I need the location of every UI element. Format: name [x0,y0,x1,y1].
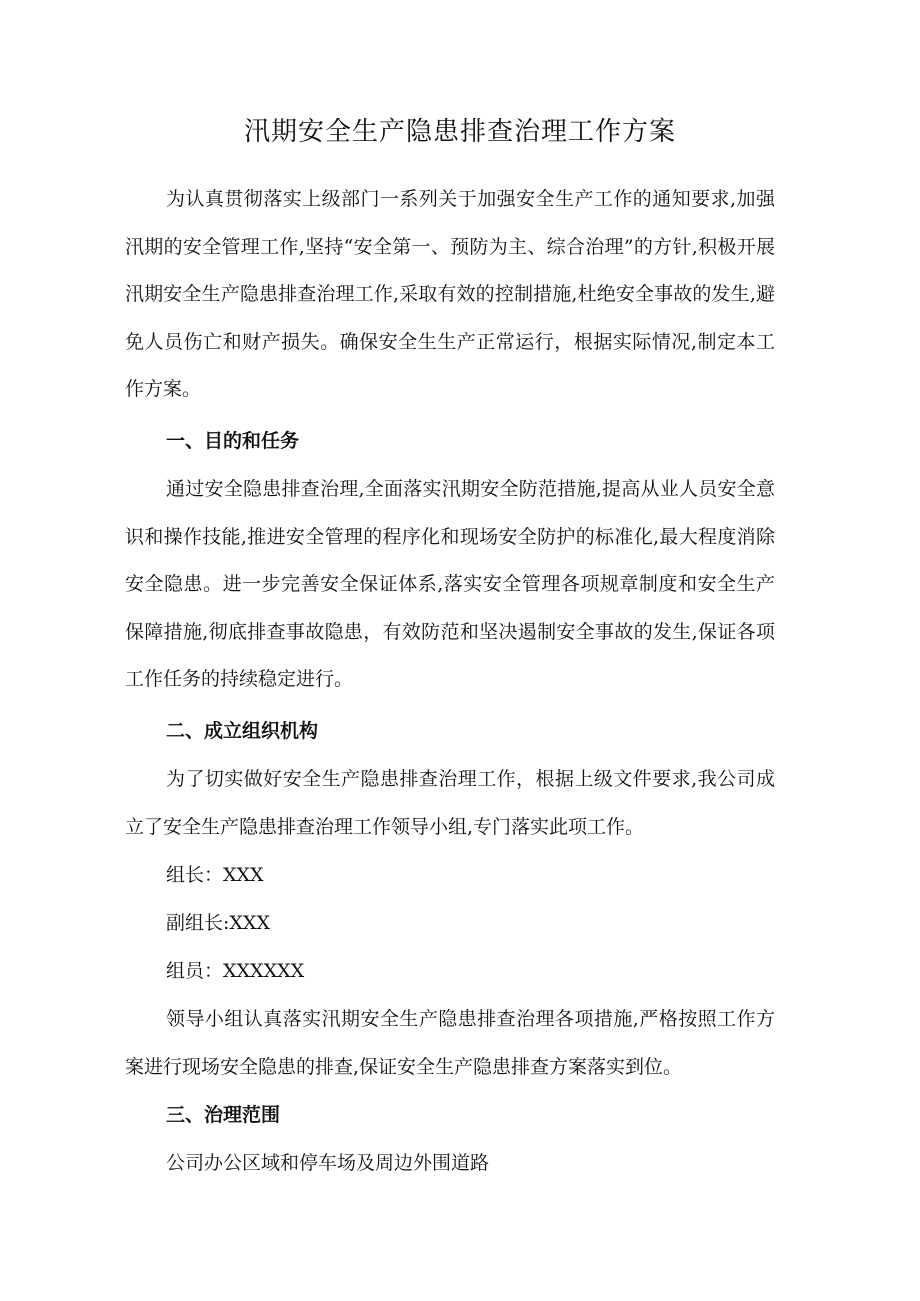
scope-paragraph: 公司办公区域和停车场及周边外围道路 [166,1152,490,1174]
members-line: 组员：XXXXXX [166,960,305,982]
intro-paragraph: 为认真贯彻落实上级部门一系列关于加强安全生产工作的通知要求,加强汛期的安全管理工作,坚持“安全第一、预防为主、综合治理”的方针,积极开展汛期安全生产隐患排查治理工作,采取有效的控制措施,杜绝安全事故的发生,避免人员伤亡和财产损失。确保安全生生产正常运行，根据实际情况,制定本工作方案。 [125,188,775,400]
section-heading-organization: 二、成立组织机构 [166,720,319,742]
purpose-paragraph: 通过安全隐患排查治理,全面落实汛期安全防范措施,提高从业人员安全意识和操作技能,推进安全管理的程序化和现场安全防护的标准化,最大程度消除安全隐患。进一步完善安全保证体系,落实安全管理各项规章制度和安全生产保障措施,彻底排查事故隐患，有效防范和坚决遏制安全事故的发生,保证各项工作任务的持续稳定进行。 [125,478,775,690]
document-title: 汛期安全生产隐患排查治理工作方案 [243,117,676,147]
section-heading-scope: 三、治理范围 [166,1104,281,1126]
organization-paragraph: 为了切实做好安全生产隐患排查治理工作，根据上级文件要求,我公司成立了安全生产隐患排查治理工作领导小组,专门落实此项工作。 [125,768,775,838]
deputy-line: 副组长:XXX [166,912,270,934]
leader-line: 组长：XXX [166,864,264,886]
section-heading-purpose: 一、目的和任务 [166,430,300,452]
organization-closing-paragraph: 领导小组认真落实汛期安全生产隐患排查治理各项措施,严格按照工作方案进行现场安全隐患的排查,保证安全生产隐患排查方案落实到位。 [125,1008,775,1078]
